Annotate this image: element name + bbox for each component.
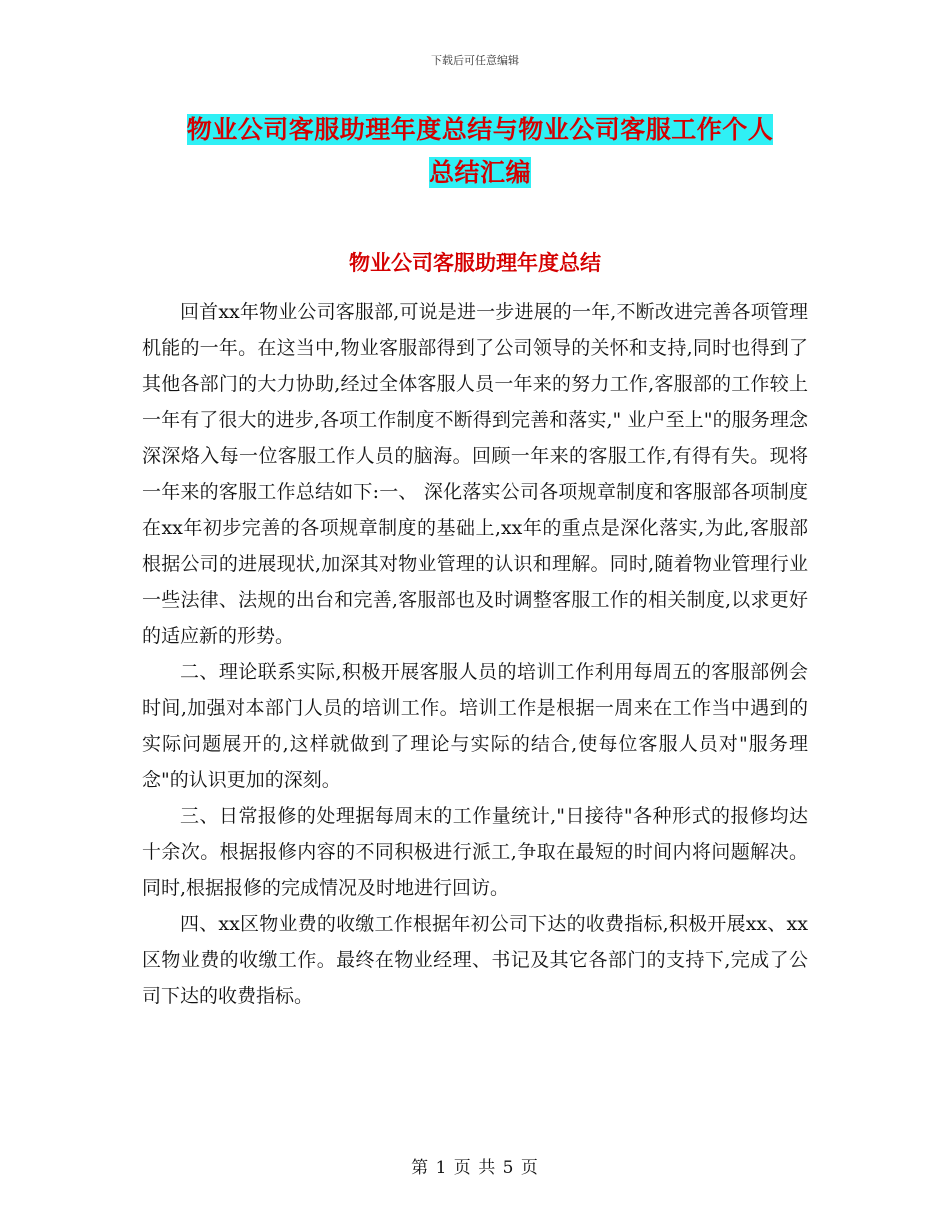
title-line-2: 总结汇编 — [428, 158, 531, 187]
section-title: 物业公司客服助理年度总结 — [349, 250, 601, 275]
document-title — [160, 108, 800, 194]
header-note: 下载后可任意编辑 — [431, 54, 519, 67]
paragraph: 二、理论联系实际,积极开展客服人员的培训工作利用每周五的客服部例会时间,加强对本部门人员的培训工作。培训工作是根据一周来在工作当中遇到的实际问题展开的,这样就做到了理论与实际的结合,使每位客服人员对"服务理念"的认识更加的深刻。 — [142, 661, 808, 791]
body-text — [142, 294, 808, 1014]
paragraph: 四、xx区物业费的收缴工作根据年初公司下达的收费指标,积极开展xx、xx区物业费的收缴工作。最终在物业经理、书记及其它各部门的支持下,完成了公司下达的收费指标。 — [142, 913, 808, 1007]
paragraph: 回首xx年物业公司客服部,可说是进一步进展的一年,不断改进完善各项管理机能的一年。在这当中,物业客服部得到了公司领导的关怀和支持,同时也得到了其他各部门的大力协助,经过全体客服人员一年来的努力工作,客服部的工作较上一年有了很大的进步,各项工作制度不断得到完善和落实," 业户至上"的服务理念深深烙入每一位客服工作人员的脑海。回顾一年来的客服工作,有得有失。现将一年来的客服工作总结如下:一、 深化落实公司各项规章制度和客服部各项制度在xx年初步完善的各项规章制度的基础上,xx年的重点是深化落实,为此,客服部根据公司的进展现状,加深其对物业管理的认识和理解。同时,随着物业管理行业一些法律、法规的出台和完善,客服部也及时调整客服工作的相关制度,以求更好的适应新的形势。 — [142, 301, 808, 647]
page-number-footer: 第 1 页 共 5 页 — [411, 1158, 539, 1178]
paragraph: 三、日常报修的处理据每周末的工作量统计,"日接待"各种形式的报修均达十余次。根据报修内容的不同积极进行派工,争取在最短的时间内将问题解决。同时,根据报修的完成情况及时地进行回访。 — [142, 805, 808, 899]
title-line-1: 物业公司客服助理年度总结与物业公司客服工作个人 — [186, 115, 774, 144]
